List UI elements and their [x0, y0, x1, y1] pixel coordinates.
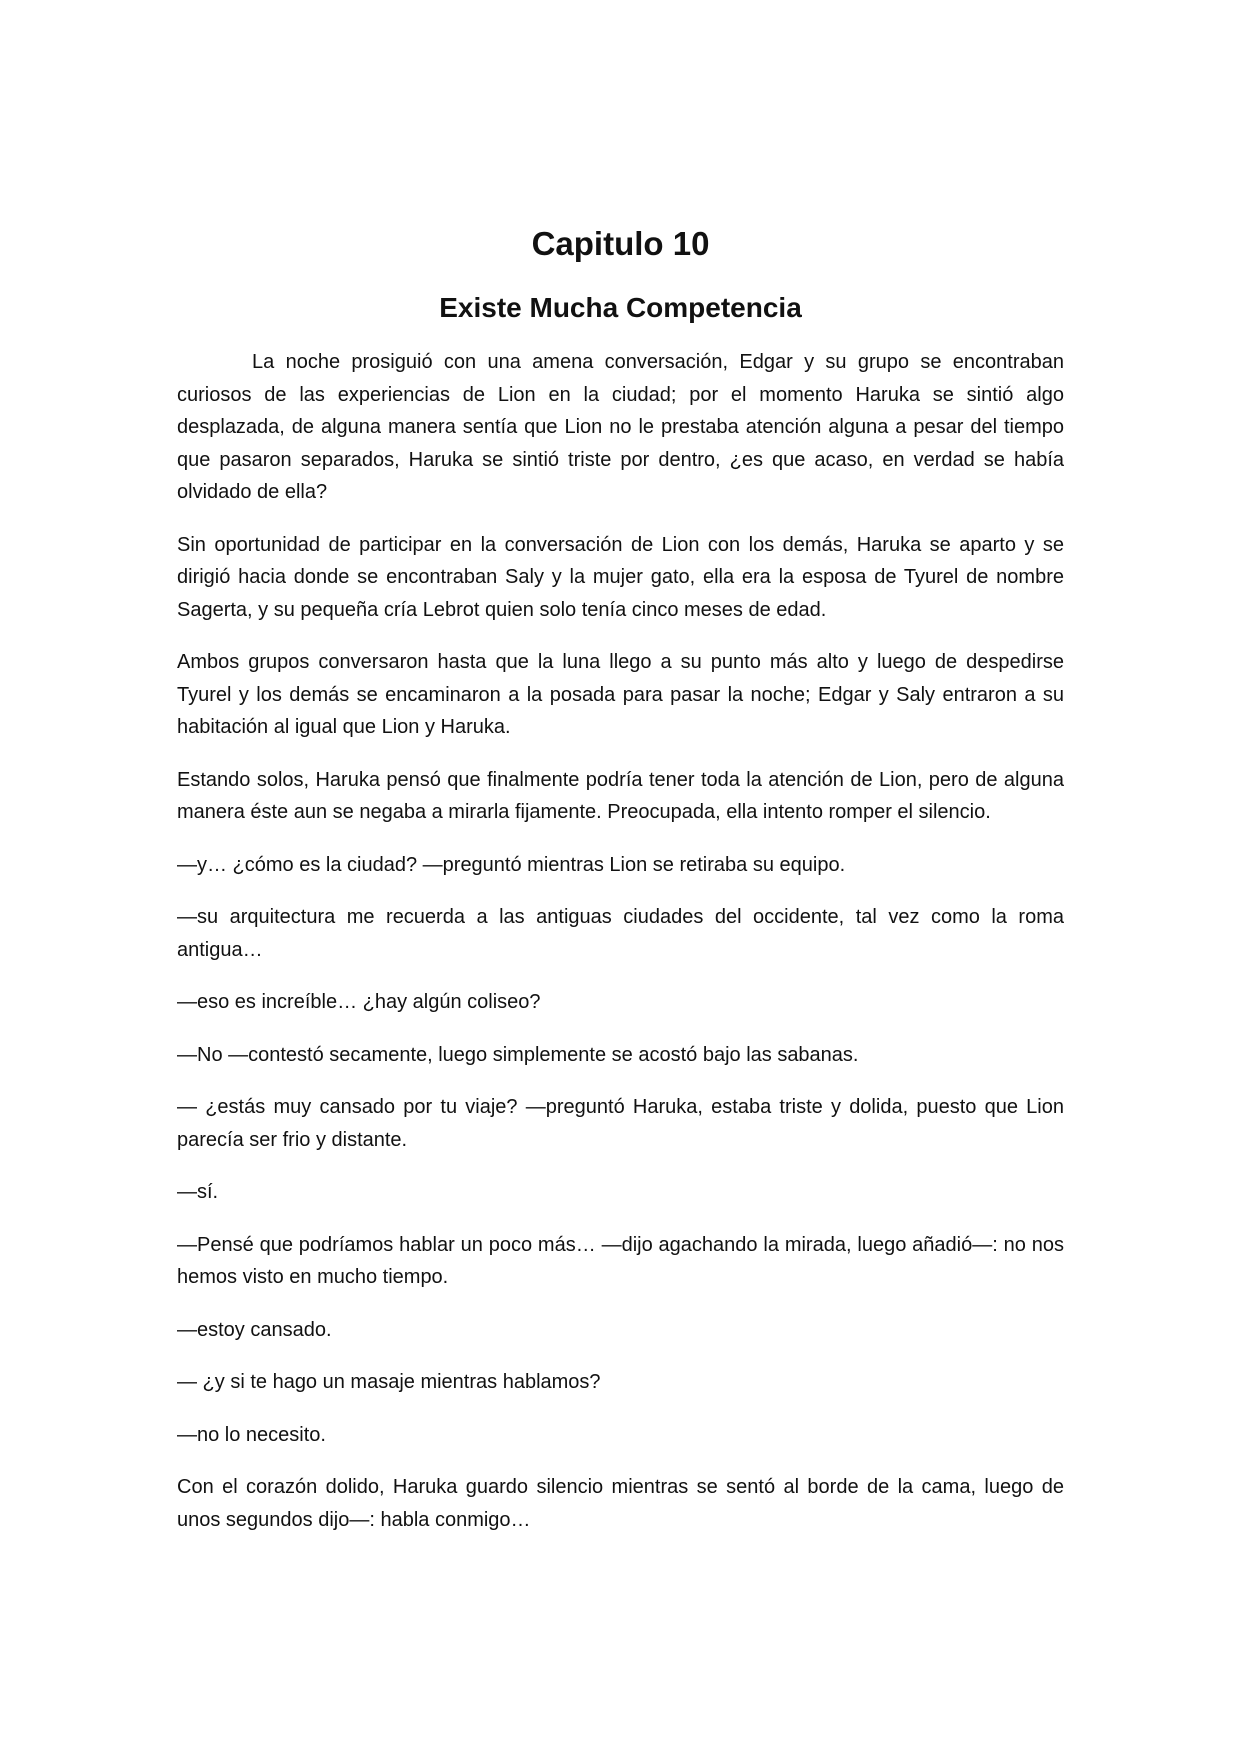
dialogue-line: —No —contestó secamente, luego simplemente se acostó bajo las sabanas.	[177, 1043, 859, 1066]
paragraph: La noche prosiguió con una amena conversación, Edgar y su grupo se encontraban curiosos de las experiencias de Lion en la ciudad; por el momento Haruka se sintió algo desplazada, de alguna manera sentía que Lion no le prestaba atención alguna a pesar del tiempo que pasaron separados, Haruka se sintió triste por dentro, ¿es que acaso, en verdad se había olvidado de ella?	[177, 351, 1064, 503]
chapter-title: Capitulo 10	[531, 225, 710, 262]
chapter-subtitle: Existe Mucha Competencia	[439, 292, 802, 323]
paragraph: Con el corazón dolido, Haruka guardo silencio mientras se sentó al borde de la cama, luego de unos segundos dijo—: habla conmigo…	[177, 1476, 1064, 1531]
dialogue-line: —su arquitectura me recuerda a las antiguas ciudades del occidente, tal vez como la roma antigua…	[177, 906, 1064, 961]
dialogue-line: —y… ¿cómo es la ciudad? —preguntó mientras Lion se retiraba su equipo.	[177, 853, 846, 876]
paragraph: Ambos grupos conversaron hasta que la luna llego a su punto más alto y luego de despedirse Tyurel y los demás se encaminaron a la posada para pasar la noche; Edgar y Saly entraron a su habitación al igual que Lion y Haruka.	[177, 651, 1064, 738]
dialogue-line: —eso es increíble… ¿hay algún coliseo?	[177, 991, 541, 1013]
paragraph: Estando solos, Haruka pensó que finalmente podría tener toda la atención de Lion, pero de alguna manera éste aun se negaba a mirarla fijamente. Preocupada, ella intento romper el silencio.	[177, 768, 1064, 823]
document-body	[177, 222, 1064, 1556]
dialogue-line: —estoy cansado.	[177, 1318, 332, 1341]
dialogue-line: —Pensé que podríamos hablar un poco más… —dijo agachando la mirada, luego añadió—: no nos hemos visto en mucho tiempo.	[177, 1233, 1064, 1288]
dialogue-line: — ¿y si te hago un masaje mientras hablamos?	[177, 1371, 601, 1393]
dialogue-line: — ¿estás muy cansado por tu viaje? —preguntó Haruka, estaba triste y dolida, puesto que Lion parecía ser frio y distante.	[177, 1096, 1064, 1151]
paragraph: Sin oportunidad de participar en la conversación de Lion con los demás, Haruka se aparto y se dirigió hacia donde se encontraban Saly y la mujer gato, ella era la esposa de Tyurel de nombre Sagerta, y su pequeña cría Lebrot quien solo tenía cinco meses de edad.	[177, 533, 1064, 621]
dialogue-line: —sí.	[177, 1181, 219, 1203]
dialogue-line: —no lo necesito.	[177, 1423, 326, 1446]
